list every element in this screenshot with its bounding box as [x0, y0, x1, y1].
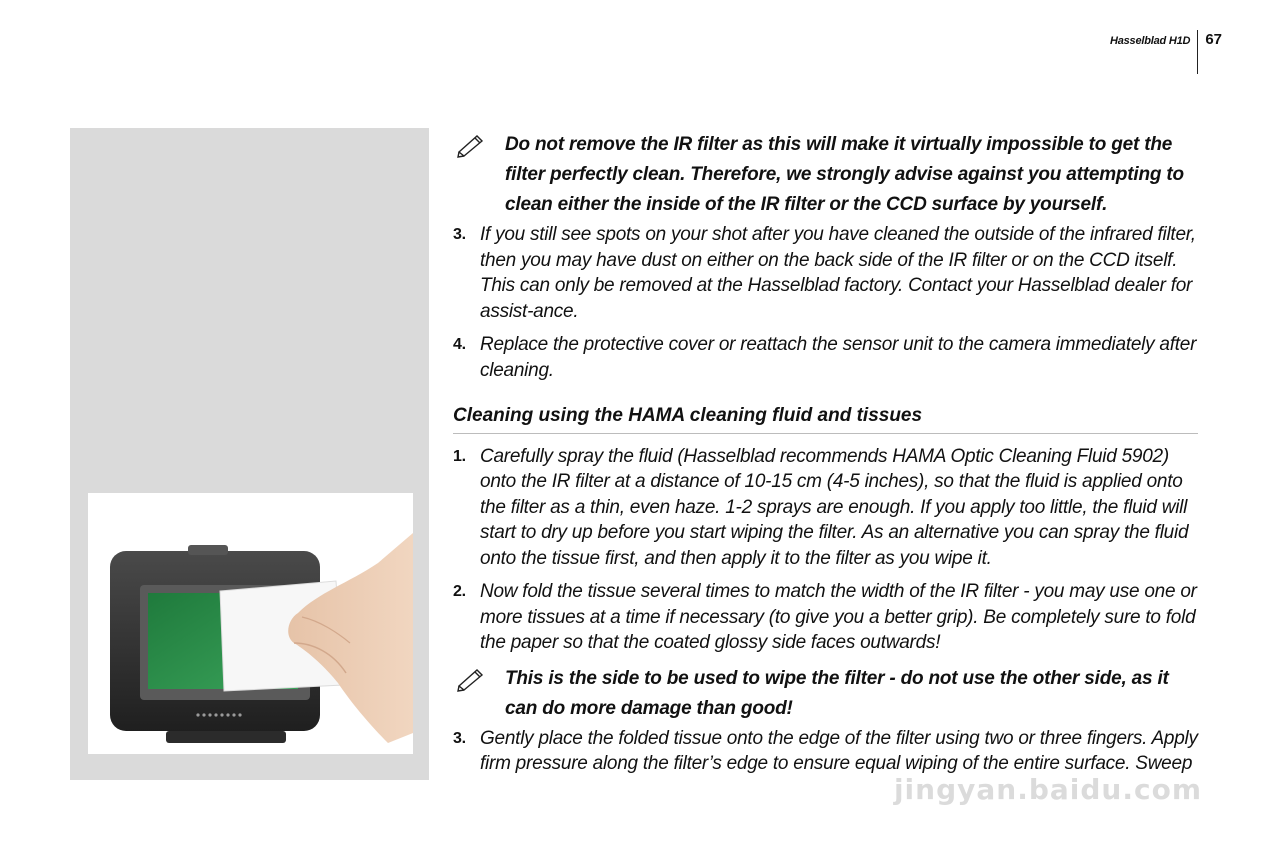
warning-note-text: Do not remove the IR filter as this will make it virtually impossible to get the filter perfectly clean. Therefore, we strongly advise against you attempting to clean either the inside of the IR filter or the CCD surface by yourself.: [505, 134, 1184, 215]
step-text: Gently place the folded tissue onto the edge of the filter using two or three fingers. Apply firm pressure along the filter’s edge to ensure equal wiping of the entire surface. Sweep: [480, 727, 1198, 774]
warning-note-text: This is the side to be used to wipe the filter - do not use the other side, as it can do more damage than good!: [505, 667, 1169, 719]
step-text: If you still see spots on your shot after you have cleaned the outside of the infrared filter, then you may have dust on either on the back side of the IR filter or on the CCD itself. This can only be removed at the Hasselblad factory. Contact your Hasselblad dealer for assist-ance.: [480, 224, 1196, 322]
page-number: 67: [1205, 31, 1222, 48]
sensor-cleaning-illustration: [88, 493, 413, 754]
step-text: Carefully spray the fluid (Hasselblad recommends HAMA Optic Cleaning Fluid 5902) onto the IR filter at a distance of 10-15 cm (4-5 inches), so that the fluid is applied onto the filter as a thin, even haze. 1-2 sprays are enough. If you apply too little, the fluid will start to dry up before you start wiping the filter. As an alternative you can spray the fluid onto the tissue first, and then apply it to the filter as you wipe it.: [480, 445, 1189, 569]
list-item: [453, 726, 1198, 777]
warning-note: [453, 130, 1198, 220]
list-item: [453, 579, 1198, 656]
cleaning-photo: [88, 493, 413, 754]
list-item: [453, 222, 1198, 324]
watermark: jingyan.baidu.com: [893, 773, 1202, 806]
list-item: [453, 444, 1198, 572]
page-header: [1110, 30, 1222, 74]
step-number: 3.: [453, 729, 466, 747]
main-content: [453, 130, 1198, 777]
step-text: Replace the protective cover or reattach the sensor unit to the camera immediately after cleaning.: [480, 334, 1197, 381]
step-number: 2.: [453, 583, 466, 600]
section-heading: Cleaning using the HAMA cleaning fluid and tissues: [453, 403, 1198, 434]
list-item: [453, 332, 1198, 383]
warning-note: [453, 664, 1198, 724]
pencil-icon: [455, 664, 487, 692]
step-number: 1.: [453, 447, 466, 465]
step-number: 4.: [453, 336, 466, 353]
side-panel: [70, 128, 429, 780]
brand-label: Hasselblad H1D: [1109, 35, 1191, 47]
step-text: Now fold the tissue several times to match the width of the IR filter - you may use one or more tissues at a time if necessary (to give you a better grip). Be completely sure to fold the paper so that the coated glossy side faces outwards!: [480, 581, 1197, 653]
pencil-icon: [455, 130, 487, 158]
step-number: 3.: [453, 226, 466, 243]
